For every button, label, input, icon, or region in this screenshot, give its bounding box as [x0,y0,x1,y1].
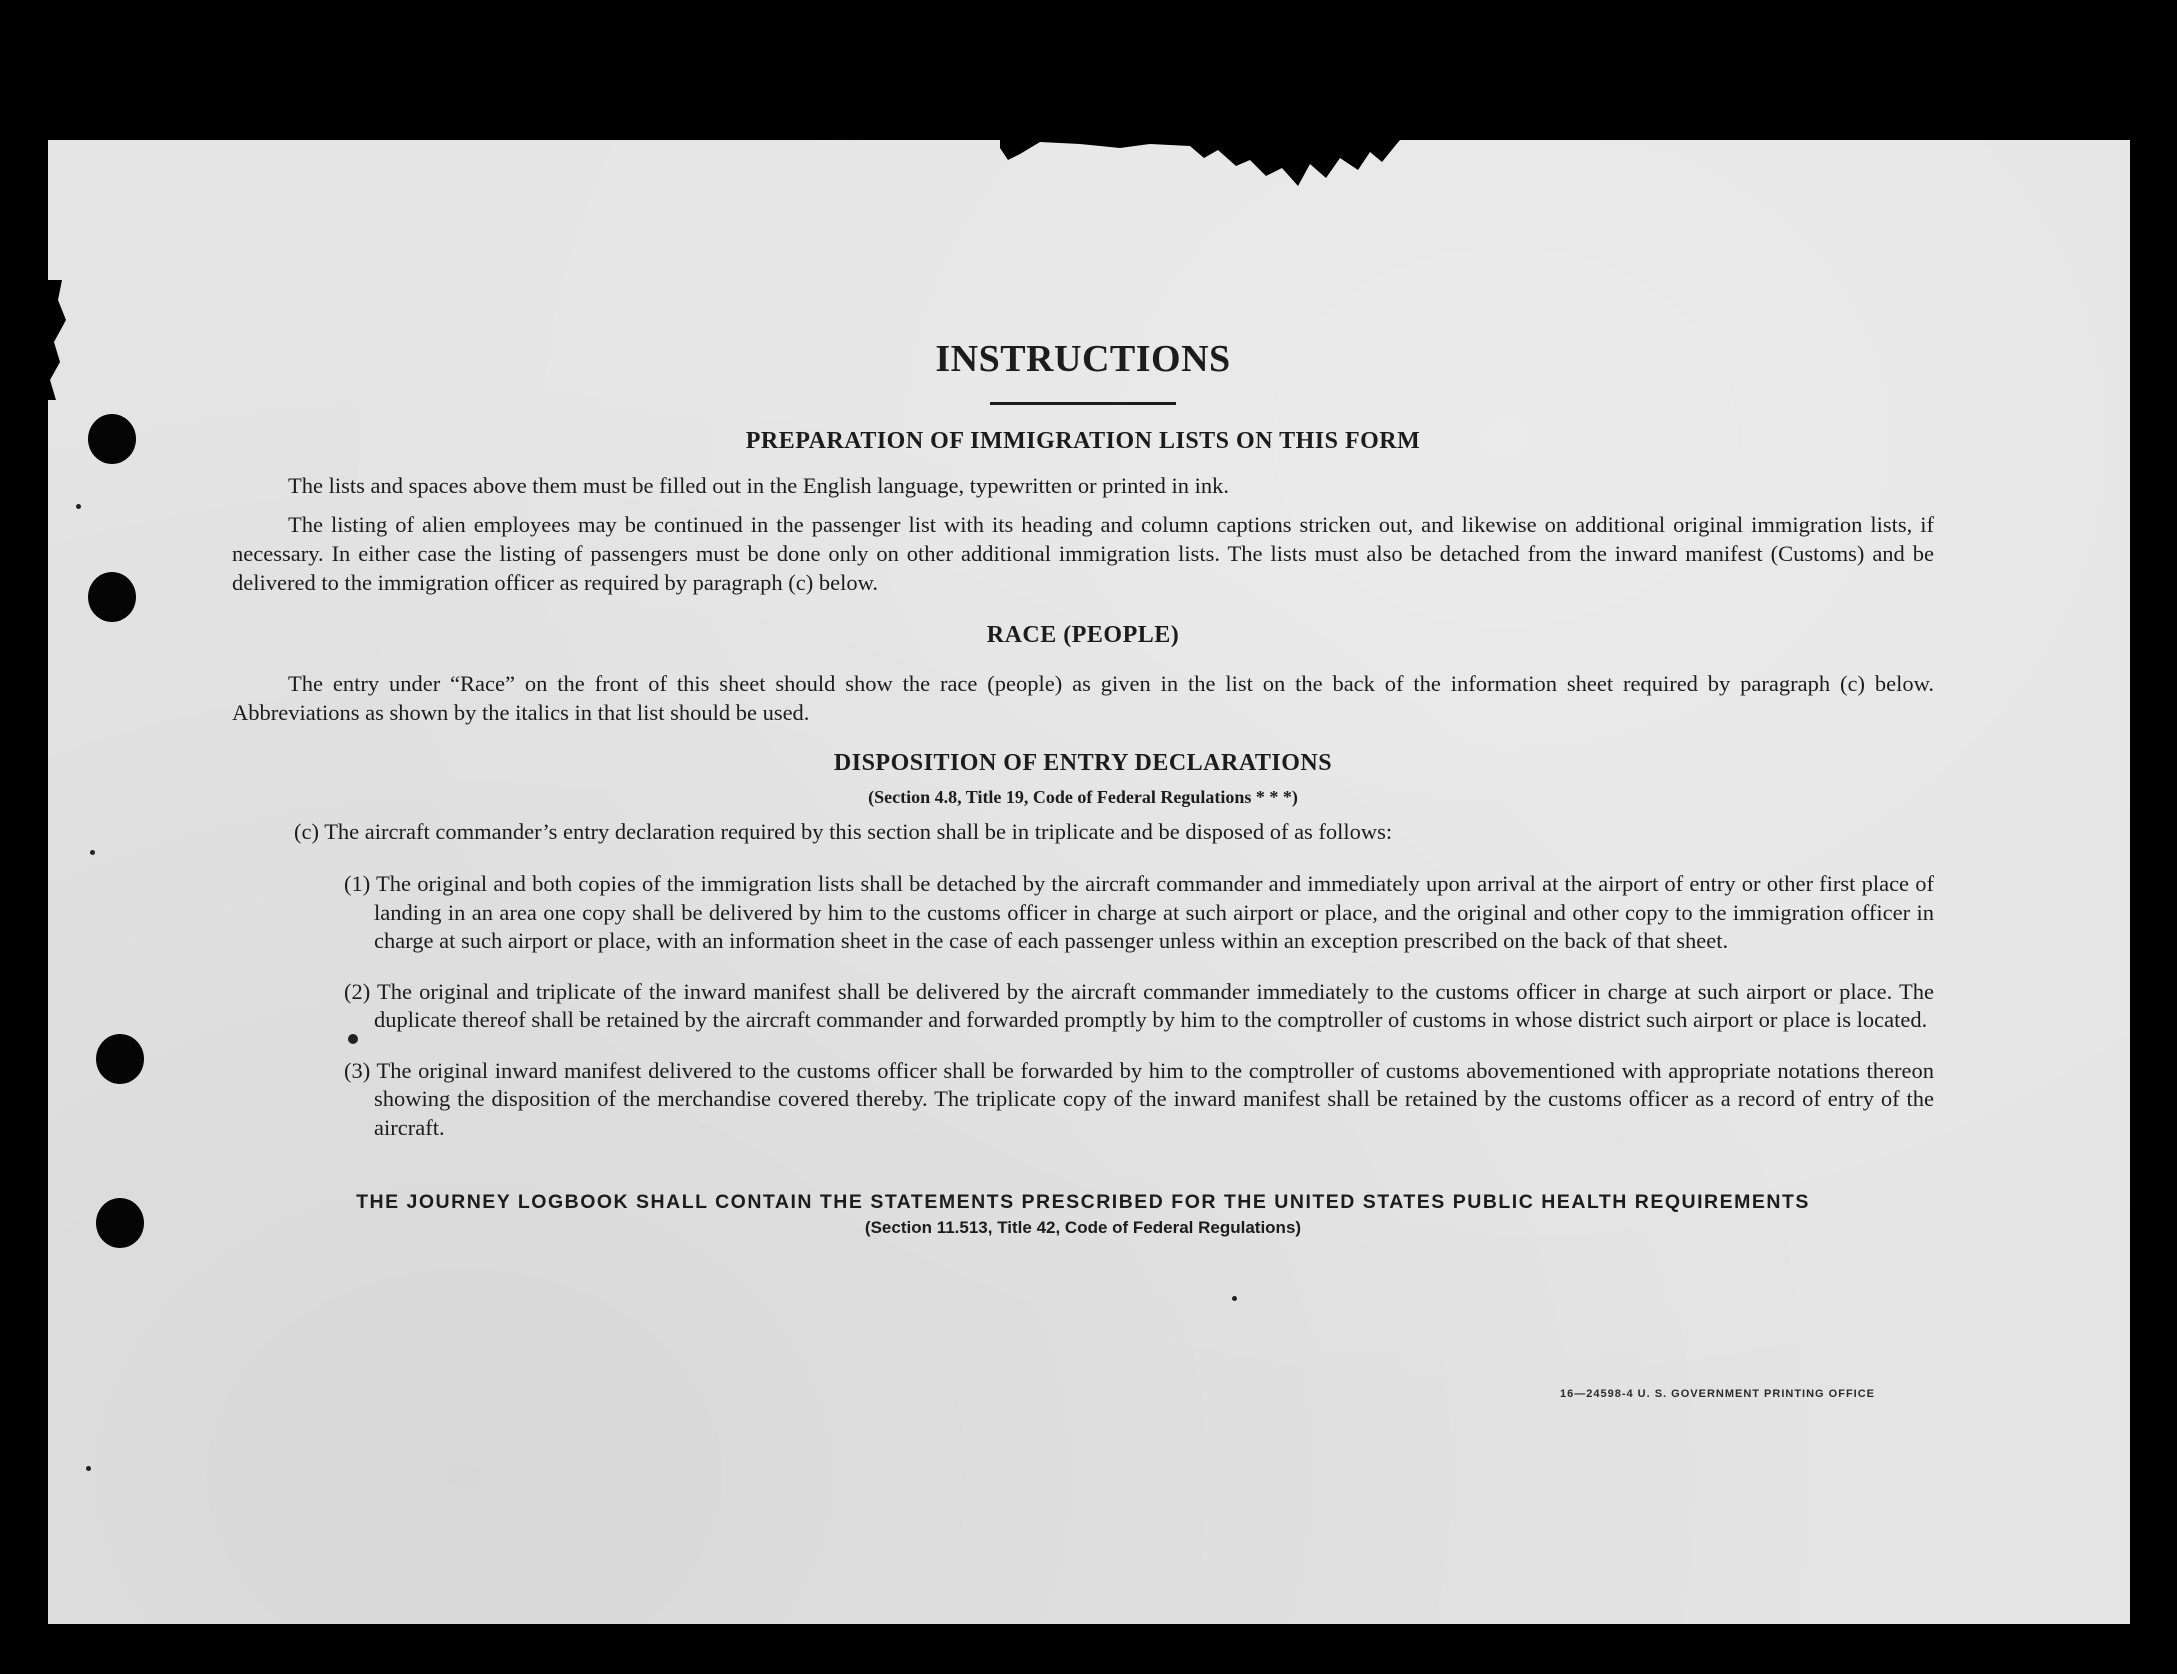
disposition-item-1: (1) The original and both copies of the immigration lists shall be detached by the aircraft commander and immediately upon arrival at the airport of entry or other first place of landing in an area one copy shall be delivered by him to the customs officer in charge at such airport or place, and the original and other copy to the immigration officer in charge at such airport or place, with an information sheet in the case of each passenger unless within an exception prescribed on the back of that sheet. [344,871,1934,953]
left-torn-edge [40,280,80,400]
race-heading: RACE (PEOPLE) [986,622,1180,648]
title-underline [990,402,1176,405]
race-paragraph: The entry under “Race” on the front of this sheet should show the race (people) as given in the list on the back of the information sheet required by paragraph (c) below. Abbreviations as shown by the italics in that list should be used. [232,671,1934,725]
punch-hole-3 [96,1034,144,1084]
ink-speck [86,1466,91,1471]
punch-hole-2 [88,572,136,622]
preparation-paragraph-1: The lists and spaces above them must be filled out in the English language, typewritten or printed in ink. [288,473,1230,498]
disposition-heading: DISPOSITION OF ENTRY DECLARATIONS [833,750,1333,776]
preparation-paragraph-2: The listing of alien employees may be continued in the passenger list with its heading and column captions stricken out, and likewise on additional original immigration lists, if necessary. In either case the listing of passengers must be done only on other additional immigration lists. The lists must also be detached from the inward manifest (Customs) and be delivered to the immigration officer as required by paragraph (c) below. [232,512,1934,595]
health-requirements-citation: (Section 11.513, Title 42, Code of Federal Regulations) [864,1218,1302,1237]
punch-hole-4 [96,1198,144,1248]
instructions-content [232,330,1934,1240]
clause-c: (c) The aircraft commander’s entry declaration required by this section shall be in triplicate and be disposed of as follows: [294,819,1393,844]
printer-mark: 16—24598-4 U. S. GOVERNMENT PRINTING OFFICE [1560,1388,1876,1400]
health-requirements-statement: THE JOURNEY LOGBOOK SHALL CONTAIN THE STATEMENTS PRESCRIBED FOR THE UNITED STATES PUBLIC HEALTH REQUIREMENTS [356,1191,1810,1213]
torn-edge [1000,140,1400,190]
ink-speck [1232,1296,1237,1301]
ink-speck [90,850,95,855]
ink-speck [76,504,81,509]
disposition-item-2: (2) The original and triplicate of the inward manifest shall be delivered by the aircraft commander immediately to the customs officer in charge at such airport or place. The duplicate thereof shall be retained by the aircraft commander and forwarded promptly by him to the comptroller of customs in whose district such airport or place is located. [344,978,1934,1032]
punch-hole-1 [88,414,136,464]
disposition-item-3: (3) The original inward manifest delivered to the customs officer shall be forwarded by him to the comptroller of customs abovementioned with appropriate notations thereon showing the disposition of the merchandise covered thereby. The triplicate copy of the inward manifest shall be retained by the customs officer as a record of entry of the aircraft. [344,1057,1934,1140]
page-title: INSTRUCTIONS [935,338,1231,380]
preparation-heading: PREPARATION OF IMMIGRATION LISTS ON THIS FORM [745,428,1421,454]
disposition-citation: (Section 4.8, Title 19, Code of Federal Regulations * * *) [868,787,1298,807]
